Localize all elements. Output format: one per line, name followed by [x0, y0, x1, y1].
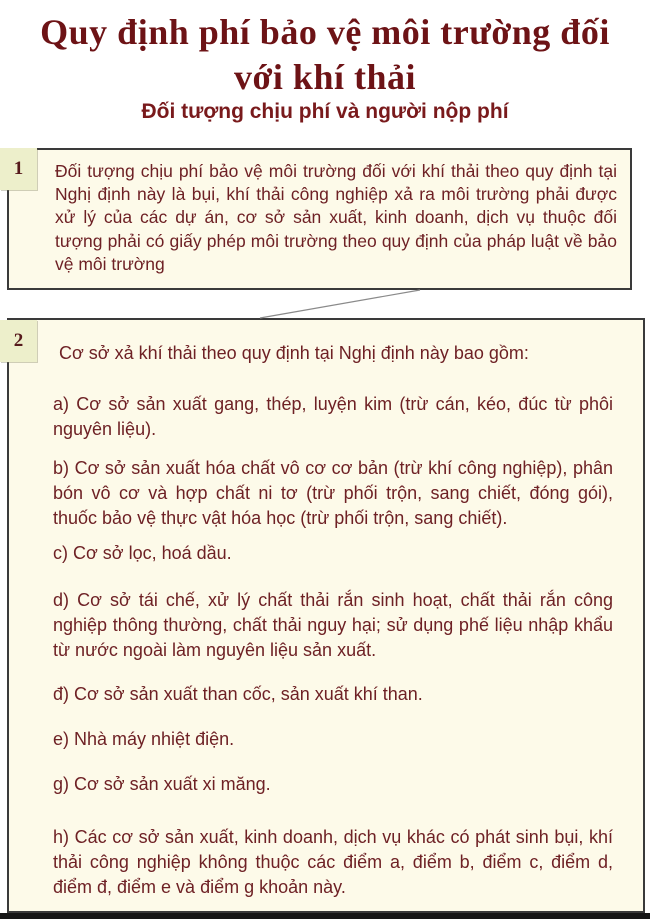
section-2-item: b) Cơ sở sản xuất hóa chất vô cơ cơ bản (trừ khí công nghiệp), phân bón vô cơ và hợp chất ni tơ (trừ phối trộn, sang chiết, đóng gói), thuốc bảo vệ thực vật hóa học (trừ phối trộn, sang chiết).	[53, 458, 613, 528]
section-2-item: d) Cơ sở tái chế, xử lý chất thải rắn sinh hoạt, chất thải rắn công nghiệp thông thường, chất thải nguy hại; sử dụng phế liệu nhập khẩu từ nước ngoài làm nguyên liệu sản xuất.	[53, 590, 613, 660]
section-2-intro: Cơ sở xả khí thải theo quy định tại Nghị định này bao gồm:	[59, 343, 529, 363]
page-title-line-1: Quy định phí bảo vệ môi trường đối	[40, 12, 610, 52]
section-1-paragraph: Đối tượng chịu phí bảo vệ môi trường đối với khí thải theo quy định tại Nghị định này là bụi, khí thải công nghiệp xả ra môi trường phải được xử lý của các dự án, cơ sở sản xuất, kinh doanh, dịch vụ thuộc đối tượng phải có giấy phép môi trường theo quy định của pháp luật về bảo vệ môi trường	[55, 161, 617, 274]
section-2-item: e) Nhà máy nhiệt điện.	[53, 729, 235, 749]
section-2-item-list	[53, 392, 613, 900]
section-2-item: g) Cơ sở sản xuất xi măng.	[53, 774, 271, 794]
connector-line	[0, 289, 650, 319]
section-2-number-badge: 2	[0, 320, 37, 362]
section-2-item: đ) Cơ sở sản xuất than cốc, sản xuất khí than.	[53, 684, 423, 704]
page-title-line-2: với khí thải	[234, 57, 416, 97]
section-1-number-badge: 1	[0, 148, 37, 190]
section-1-box	[7, 148, 632, 290]
section-2-box	[7, 318, 645, 913]
page-title	[0, 10, 650, 100]
section-2-item: a) Cơ sở sản xuất gang, thép, luyện kim (trừ cán, kéo, đúc từ phôi nguyên liệu).	[53, 394, 613, 439]
page-subtitle: Đối tượng chịu phí và người nộp phí	[141, 100, 509, 123]
section-2-item: c) Cơ sở lọc, hoá dầu.	[53, 543, 232, 563]
section-2-item: h) Các cơ sở sản xuất, kinh doanh, dịch vụ khác có phát sinh bụi, khí thải công nghiệp không thuộc các điểm a, điểm b, điểm c, điểm d, điểm đ, điểm e và điểm g khoản này.	[53, 827, 613, 897]
bottom-bar	[0, 913, 650, 919]
